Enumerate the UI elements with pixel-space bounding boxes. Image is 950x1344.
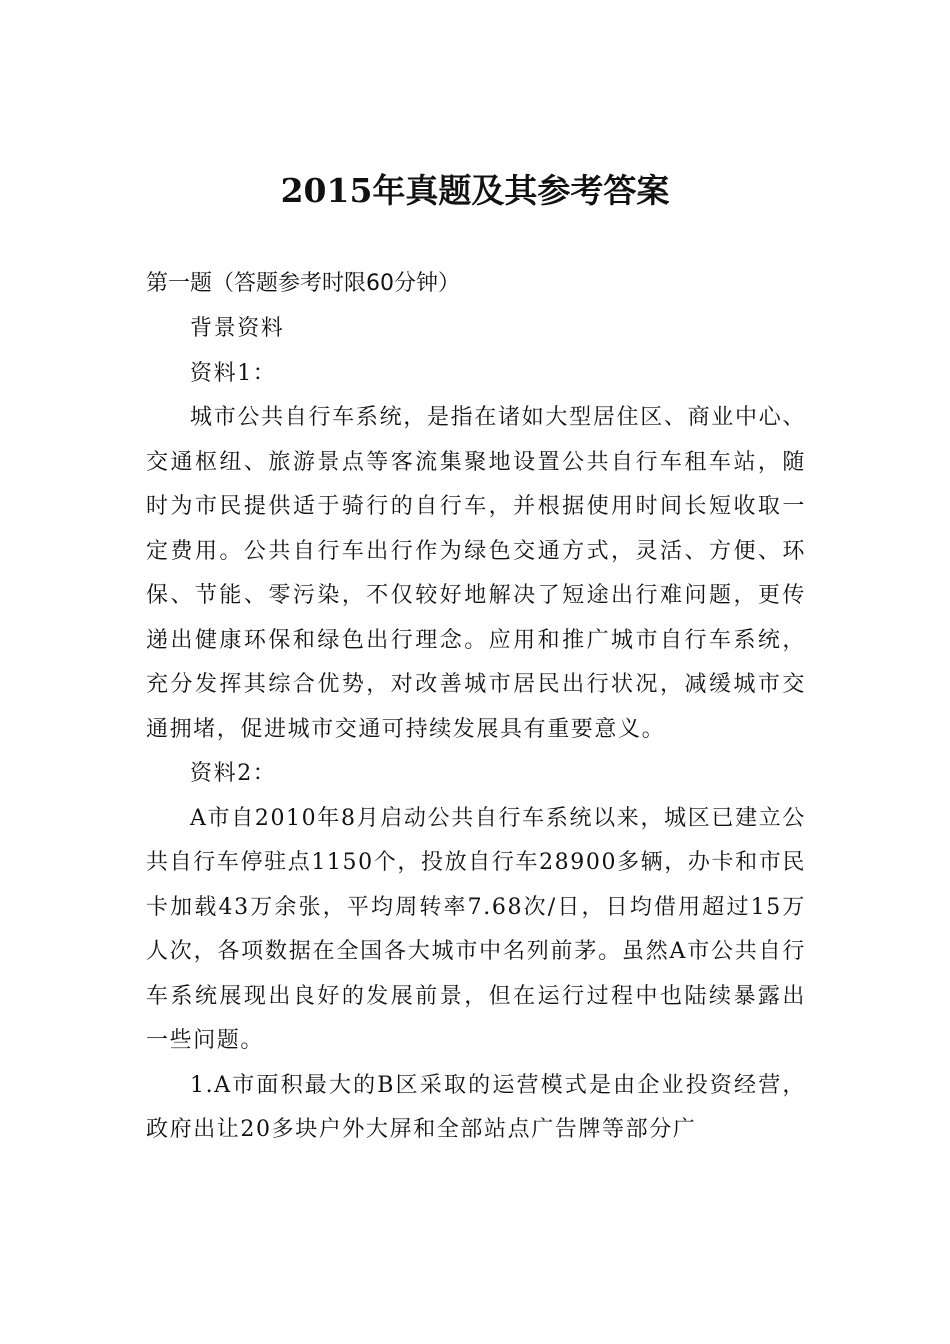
section-label-background: 背景资料 [190,316,285,341]
material-2-paragraph: A市自2010年8月启动公共自行车系统以来，城区已建立公共自行车停驻点1150个，投放自行车28900多辆，办卡和市民卡加载43万余张，平均周转率7.68次/日，日均借用超过15万人次，各项数据在全国各大城市中名列前茅。虽然A市公共自行车系统展现出良好的发展前景，但在运行过程中也陆续暴露出一些问题。 [146,805,806,1053]
material-1-label: 资料1： [190,360,277,386]
material-1-paragraph: 城市公共自行车系统，是指在诸如大型居住区、商业中心、交通枢纽、旅游景点等客流集聚地设置公共自行车租车站，随时为市民提供适于骑行的自行车，并根据使用时间长短收取一定费用。公共自行车出行作为绿色交通方式，灵活、方便、环保、节能、零污染，不仅较好地解决了短途出行难问题，更传递出健康环保和绿色出行理念。应用和推广城市自行车系统，充分发挥其综合优势，对改善城市居民出行状况，减缓城市交通拥堵，促进城市交通可持续发展具有重要意义。 [146,405,806,742]
issue-1-paragraph: 1.A市面积最大的B区采取的运营模式是由企业投资经营，政府出让20多块户外大屏和全部站点广告牌等部分广 [146,1072,806,1142]
document-title: 2015年真题及其参考答案 [280,171,670,210]
question-heading: 第一题（答题参考时限60分钟） [146,271,460,296]
document-body [146,307,806,1153]
material-2-label: 资料2： [190,761,277,786]
